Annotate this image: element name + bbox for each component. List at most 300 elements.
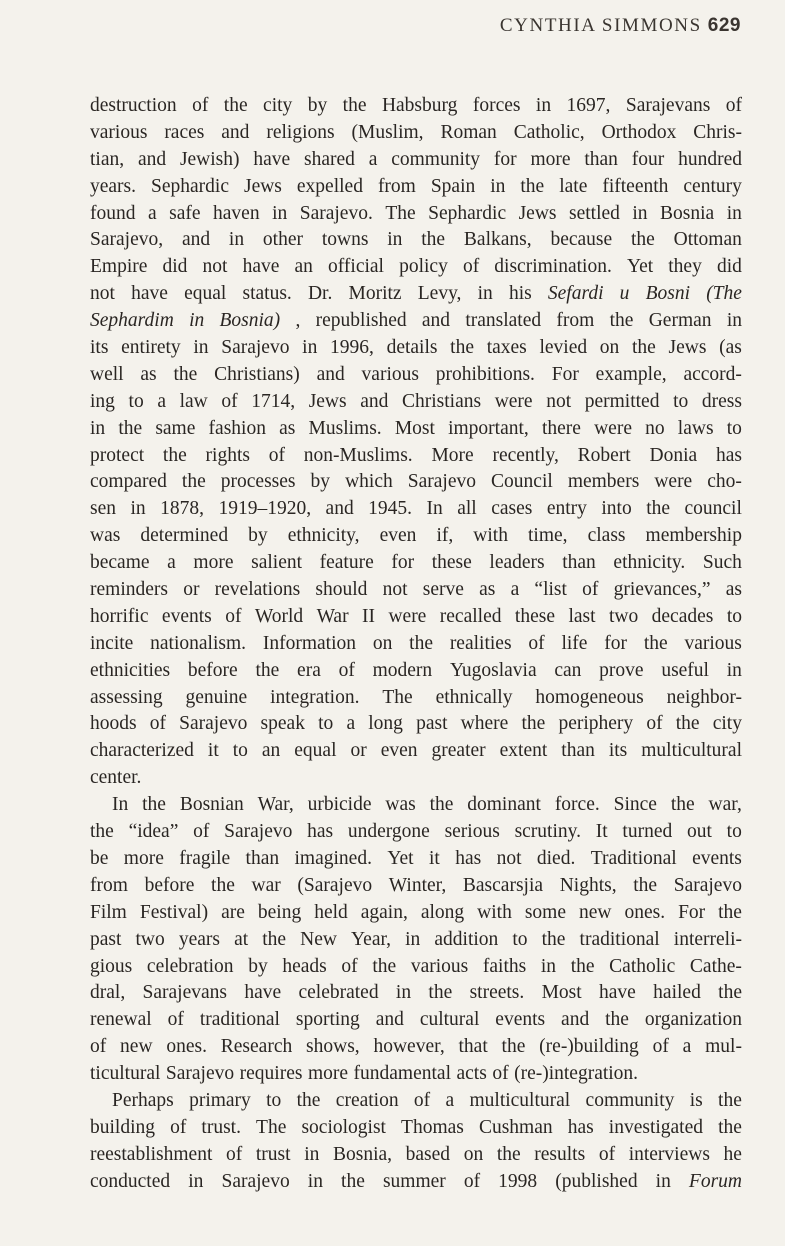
word: not <box>546 390 572 412</box>
word: in <box>304 1143 320 1165</box>
word: and <box>137 148 167 170</box>
word: in <box>302 337 318 359</box>
word: conducted <box>90 1170 171 1192</box>
word: not <box>382 579 408 601</box>
word: fundamental <box>353 1063 451 1085</box>
word: and <box>316 363 345 385</box>
word: by <box>307 95 328 116</box>
word: Moritz <box>348 283 402 305</box>
word: war <box>251 874 281 896</box>
word: the <box>428 982 453 1004</box>
word: War, <box>257 794 294 816</box>
text-line <box>90 792 742 819</box>
word: Research <box>220 1036 293 1058</box>
word: has <box>455 847 482 869</box>
word: from <box>377 175 416 197</box>
word: years <box>178 928 220 950</box>
word: to <box>726 605 742 627</box>
word: Sarajevo <box>407 471 476 493</box>
word: these <box>514 605 555 627</box>
word: years. <box>90 175 137 197</box>
word: same <box>155 417 196 439</box>
word: than <box>584 148 618 170</box>
paragraph <box>90 93 742 792</box>
word: undergone <box>347 821 430 843</box>
word: of <box>652 1036 669 1058</box>
word: Sarajevans <box>625 95 711 116</box>
word: and <box>561 1009 590 1031</box>
word: The <box>385 202 416 224</box>
word: determined <box>140 525 229 547</box>
word: ones. <box>624 901 666 923</box>
word: Christians <box>401 390 482 412</box>
word: Cathe- <box>689 955 742 977</box>
word: gious <box>90 955 133 977</box>
word: investigated <box>608 1116 704 1138</box>
word: faiths <box>482 955 527 977</box>
word: example, <box>595 363 667 385</box>
word: the <box>429 794 454 816</box>
word: Jews <box>518 202 557 224</box>
word: tian, <box>90 148 125 170</box>
word: of <box>225 605 242 627</box>
word: was <box>385 794 416 816</box>
word: building <box>90 1116 156 1138</box>
word: Yet <box>626 256 654 278</box>
word: (re-)building <box>539 1036 639 1058</box>
word: of <box>193 821 210 843</box>
word: class <box>587 525 626 547</box>
word: of <box>149 713 166 735</box>
word: scrutiny. <box>514 821 581 843</box>
word: in <box>193 337 209 359</box>
word: of <box>221 390 238 412</box>
word: the <box>255 659 280 681</box>
word: details <box>386 337 438 359</box>
word: speak <box>260 713 305 735</box>
word: to <box>266 1089 282 1111</box>
word: levied <box>539 337 588 359</box>
word: The <box>256 1116 287 1138</box>
word: interreli- <box>673 928 742 950</box>
word: Roman <box>440 121 497 143</box>
word: and <box>325 498 354 520</box>
word: periphery <box>558 713 634 735</box>
word: all <box>457 498 477 520</box>
text-line <box>90 496 742 523</box>
word: found <box>90 202 136 224</box>
word: in <box>130 498 146 520</box>
word: the <box>718 1116 742 1138</box>
word: in <box>535 95 552 116</box>
word: in <box>540 955 557 977</box>
author-name: CYNTHIA SIMMONS <box>499 15 702 36</box>
word: Thomas <box>401 1116 464 1138</box>
word: city <box>263 95 293 116</box>
word: by <box>248 955 268 977</box>
word: accord- <box>683 363 742 385</box>
word: died. <box>536 847 576 869</box>
word: an <box>261 740 281 762</box>
word: in <box>405 928 421 950</box>
text-line <box>90 335 742 362</box>
word: It <box>595 821 608 843</box>
word: more <box>530 148 571 170</box>
word: well <box>90 363 124 385</box>
text-line <box>90 147 742 174</box>
word: there <box>541 417 581 439</box>
word: Bosnian <box>179 794 244 816</box>
word: the <box>570 955 595 977</box>
word: have <box>244 982 282 1004</box>
word: the <box>643 632 668 654</box>
word: Bosnia) <box>219 310 281 332</box>
word: the <box>372 955 397 977</box>
word: Winter, <box>388 874 447 896</box>
text-line <box>90 577 742 604</box>
word: and <box>375 1009 404 1031</box>
word: in <box>477 283 493 305</box>
word: in <box>189 310 205 332</box>
text-line <box>90 711 742 738</box>
word: entirety <box>121 337 181 359</box>
word: some <box>524 901 566 923</box>
word: than <box>562 552 596 574</box>
text-line <box>90 631 742 658</box>
word: along <box>420 901 465 923</box>
word: be <box>90 847 109 869</box>
word: have <box>131 283 168 305</box>
word: have <box>599 982 636 1004</box>
running-head <box>500 15 741 37</box>
word: in <box>307 1170 323 1192</box>
word: the <box>501 1036 526 1058</box>
word: For <box>678 901 706 923</box>
word: dress <box>701 390 742 412</box>
word: celebrated <box>298 982 379 1004</box>
word: equal <box>184 283 227 305</box>
word: in <box>90 417 106 439</box>
word: races <box>164 121 205 143</box>
word: Festival) <box>139 901 209 923</box>
word: even <box>379 525 417 547</box>
word: policy <box>399 256 448 278</box>
word: 1998 <box>498 1170 538 1192</box>
word: or <box>350 740 367 762</box>
word: has <box>715 444 742 466</box>
word: based <box>405 1143 451 1165</box>
word: hundred <box>678 148 742 170</box>
word: Sarajevo <box>224 821 293 843</box>
word: of <box>646 713 663 735</box>
text-line <box>90 120 742 147</box>
word: the <box>633 874 658 896</box>
word: did <box>716 256 742 278</box>
paragraph <box>90 792 742 1088</box>
word: on <box>372 632 393 654</box>
word: sen <box>90 498 116 520</box>
word: the <box>670 794 695 816</box>
word: Robert <box>577 444 631 466</box>
word: in <box>655 1170 671 1192</box>
word: Council <box>491 471 553 493</box>
word: In <box>112 794 129 816</box>
word: in <box>228 229 245 251</box>
word: into <box>601 498 632 520</box>
word: on <box>599 337 620 359</box>
word: the <box>541 928 566 950</box>
word: Muslims. <box>308 417 382 439</box>
word: Sefardi <box>547 283 604 305</box>
word: even <box>380 740 418 762</box>
word: of <box>90 1036 107 1058</box>
text-line <box>90 523 742 550</box>
word: permitted <box>584 390 660 412</box>
word: useful <box>661 659 709 681</box>
word: however, <box>373 1036 445 1058</box>
word: towns <box>321 229 369 251</box>
word: (as <box>719 337 742 359</box>
word: and <box>360 390 389 412</box>
word: Bascarsjia <box>462 874 544 896</box>
word: two <box>135 928 165 950</box>
word: the <box>142 794 166 816</box>
text-line <box>90 738 742 765</box>
word: Bosnia, <box>332 1143 393 1165</box>
word: For <box>551 363 579 385</box>
word: to <box>726 821 742 843</box>
word: Empire <box>90 256 148 278</box>
word: it <box>207 740 219 762</box>
text-line <box>90 1142 742 1169</box>
word: trust <box>255 1143 291 1165</box>
word: greater <box>431 740 486 762</box>
word: to <box>726 417 742 439</box>
word: he <box>723 1143 742 1165</box>
word: center. <box>90 767 142 789</box>
word: the <box>296 1089 321 1111</box>
word: the <box>605 1009 629 1031</box>
word: the <box>341 1170 365 1192</box>
word: they <box>668 256 702 278</box>
word: 1945. <box>368 498 413 520</box>
text-line <box>90 819 742 846</box>
word: protect <box>90 444 145 466</box>
text-line <box>90 416 742 443</box>
word: the <box>496 1143 521 1165</box>
word: interviews <box>628 1143 710 1165</box>
word: past <box>416 713 448 735</box>
word: the <box>342 95 367 116</box>
word: the <box>409 632 433 654</box>
word: Sarajevo <box>179 713 248 735</box>
word: various <box>684 632 742 654</box>
word: Jews <box>308 390 347 412</box>
word: no <box>645 417 665 439</box>
word: being <box>257 901 302 923</box>
word: leaders <box>489 552 545 574</box>
word: Sephardim <box>90 310 174 332</box>
text-line <box>90 174 742 201</box>
word: ones. <box>166 1036 207 1058</box>
word: hailed <box>653 982 701 1004</box>
word: other <box>262 229 303 251</box>
word: incite <box>90 632 134 654</box>
word: fashion <box>208 417 266 439</box>
word: ethnicity. <box>613 552 686 574</box>
word: new <box>578 901 612 923</box>
word: new <box>120 1036 153 1058</box>
text-line <box>90 93 742 120</box>
word: Balkans, <box>463 229 532 251</box>
word: hoods <box>90 713 137 735</box>
word: the <box>118 417 143 439</box>
word: sporting <box>295 1009 360 1031</box>
word: events <box>495 1009 546 1031</box>
word: Jews <box>668 337 707 359</box>
word: of <box>192 95 209 116</box>
word: of <box>582 579 599 601</box>
word: the <box>262 928 287 950</box>
word: with <box>477 901 512 923</box>
word: Yugoslavia <box>449 659 537 681</box>
word: for <box>604 632 627 654</box>
text-line <box>90 1115 742 1142</box>
word: last <box>568 605 596 627</box>
word: force. <box>554 794 600 816</box>
word: modern <box>372 659 433 681</box>
word: before <box>144 874 195 896</box>
word: expelled <box>296 175 363 197</box>
text-line <box>90 873 742 900</box>
word: Spain <box>430 175 476 197</box>
word: realities <box>449 632 512 654</box>
word: by <box>310 471 331 493</box>
word: the <box>223 95 248 116</box>
word: (Sarajevo <box>297 874 373 896</box>
word: war, <box>708 794 742 816</box>
word: u <box>619 283 630 305</box>
text-line <box>90 980 742 1007</box>
word: events <box>692 847 742 869</box>
word: more <box>123 847 164 869</box>
word: dral, <box>90 982 126 1004</box>
word: in <box>632 202 648 224</box>
word: characterized <box>90 740 194 762</box>
word: renewal <box>90 1009 152 1031</box>
word: processes <box>220 471 296 493</box>
word: the <box>421 229 446 251</box>
word: as <box>140 363 157 385</box>
word: “idea” <box>128 821 179 843</box>
word: requires <box>239 1063 303 1085</box>
word: from <box>90 874 128 896</box>
word: serve <box>422 579 464 601</box>
word: an <box>294 256 313 278</box>
word: cho- <box>707 471 742 493</box>
word: the <box>631 337 656 359</box>
text-line <box>90 954 742 981</box>
word: have <box>242 256 280 278</box>
word: various <box>410 955 469 977</box>
word: a <box>147 202 157 224</box>
text-line <box>90 227 742 254</box>
word: events <box>161 605 212 627</box>
word: salient <box>251 552 303 574</box>
word: as <box>279 417 296 439</box>
word: World <box>254 605 304 627</box>
word: to <box>673 390 689 412</box>
word: neighbor- <box>666 686 742 708</box>
word: and <box>221 121 250 143</box>
word: Donia <box>649 444 698 466</box>
word: homogeneous <box>535 686 644 708</box>
word: the <box>609 310 634 332</box>
word: Ottoman <box>673 229 742 251</box>
text-line <box>90 1061 742 1088</box>
word: serious <box>444 821 500 843</box>
word: celebration <box>146 955 234 977</box>
word: time, <box>528 525 568 547</box>
word: to <box>512 928 528 950</box>
word: to <box>128 390 144 412</box>
word: the <box>90 821 114 843</box>
word: destruction <box>90 95 177 116</box>
word: German <box>648 310 712 332</box>
word: trust. <box>201 1116 241 1138</box>
word: the <box>630 229 655 251</box>
word: the <box>718 982 742 1004</box>
word: of <box>341 955 358 977</box>
word: in <box>395 982 412 1004</box>
word: War <box>316 605 349 627</box>
word: fragile <box>179 847 231 869</box>
word: (published <box>555 1170 638 1192</box>
word: its <box>90 337 109 359</box>
word: Sarajevans <box>142 982 227 1004</box>
word: of <box>463 1170 481 1192</box>
word: Perhaps <box>112 1089 174 1111</box>
text-line <box>90 1169 742 1196</box>
word: a <box>445 1089 455 1111</box>
word: of <box>725 95 742 116</box>
word: 1697, <box>566 95 611 116</box>
paragraph <box>90 1088 742 1196</box>
word: Yet <box>387 847 414 869</box>
word: a <box>157 390 166 412</box>
word: prohibitions. <box>435 363 535 385</box>
word: late <box>559 175 588 197</box>
word: on <box>463 1143 484 1165</box>
word: life <box>561 632 588 654</box>
word: addition <box>434 928 499 950</box>
text-line <box>90 1007 742 1034</box>
word: Catholic, <box>513 121 585 143</box>
word: More <box>431 444 474 466</box>
word: were <box>388 605 427 627</box>
word: traditional <box>579 928 660 950</box>
word: prove <box>599 659 644 681</box>
word: grievances,” <box>613 579 711 601</box>
word: that <box>458 1036 488 1058</box>
word: Information <box>262 632 356 654</box>
word: decades <box>651 605 714 627</box>
word: republished <box>315 310 407 332</box>
word: were <box>494 390 533 412</box>
word: Most <box>394 417 435 439</box>
word: which <box>345 471 393 493</box>
word: its <box>608 740 628 762</box>
